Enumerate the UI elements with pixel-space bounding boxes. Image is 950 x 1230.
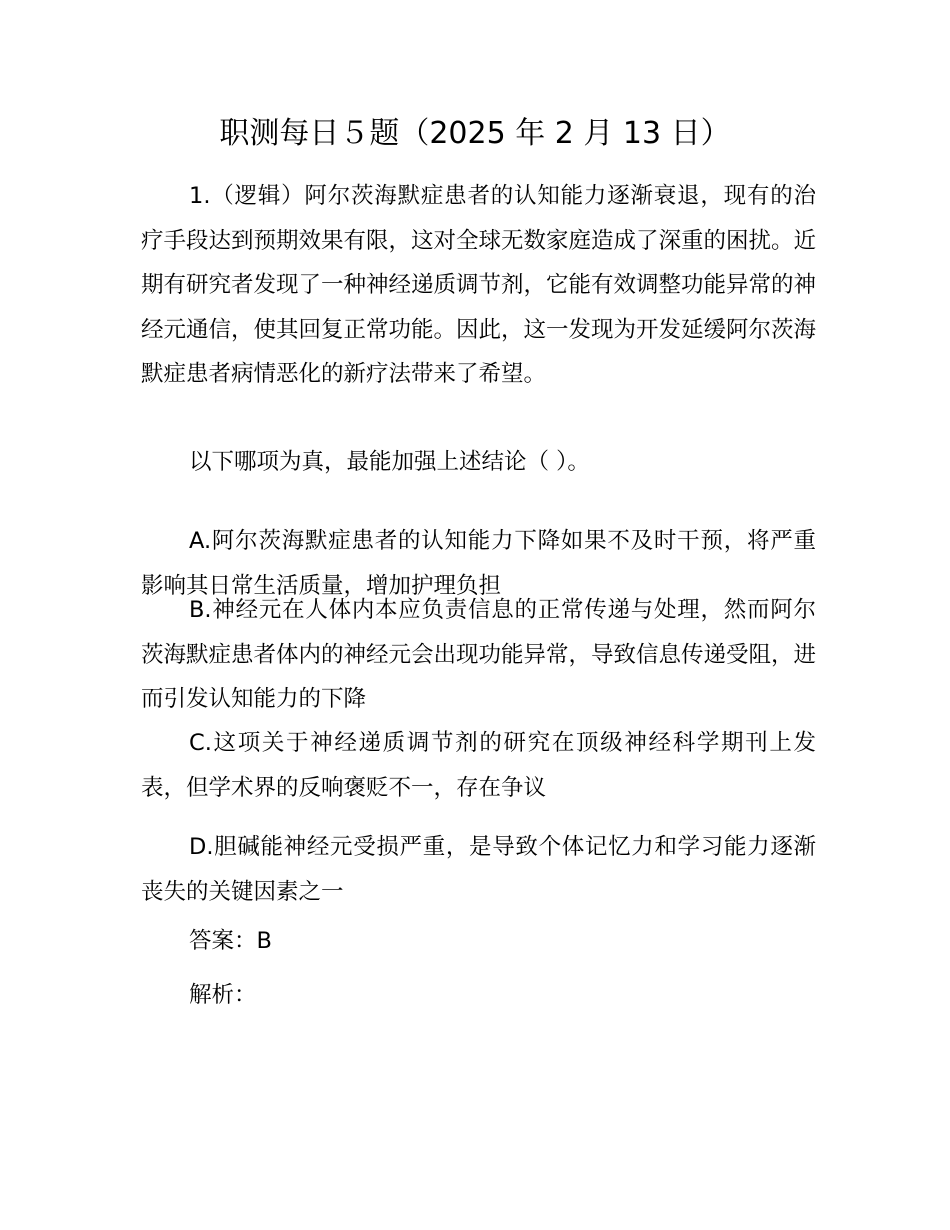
option-b: B.神经元在人体内本应负责信息的正常传递与处理，然而阿尔茨海默症患者体内的神经元会出现功能异常，导致信息传递受阻，进而引发认知能力的下降 — [141, 597, 817, 712]
option-c: C.这项关于神经递质调节剂的研究在顶级神经科学期刊上发表，但学术界的反响褒贬不一，存在争议 — [141, 730, 816, 801]
option-a: A.阿尔茨海默症患者的认知能力下降如果不及时干预，将严重影响其日常生活质量，增加护理负担 — [141, 528, 816, 599]
analysis-label: 解析： — [189, 982, 257, 1008]
question-prompt: 以下哪项为真，最能加强上述结论（ ）。 — [189, 449, 590, 475]
page-title: 职测每日５题（2025 年 2 月 13 日） — [219, 116, 731, 151]
option-d: D.胆碱能神经元受损严重，是导致个体记忆力和学习能力逐渐丧失的关键因素之一 — [141, 834, 816, 905]
answer-line: 答案：B — [189, 928, 272, 954]
question-stem: 1.（逻辑）阿尔茨海默症患者的认知能力逐渐衰退，现有的治疗手段达到预期效果有限，这对全球无数家庭造成了深重的困扰。近期有研究者发现了一种神经递质调节剂，它能有效调整功能异常的神经元通信，使其回复正常功能。因此，这一发现为开发延缓阿尔茨海默症患者病情恶化的新疗法带来了希望。 — [141, 183, 817, 387]
